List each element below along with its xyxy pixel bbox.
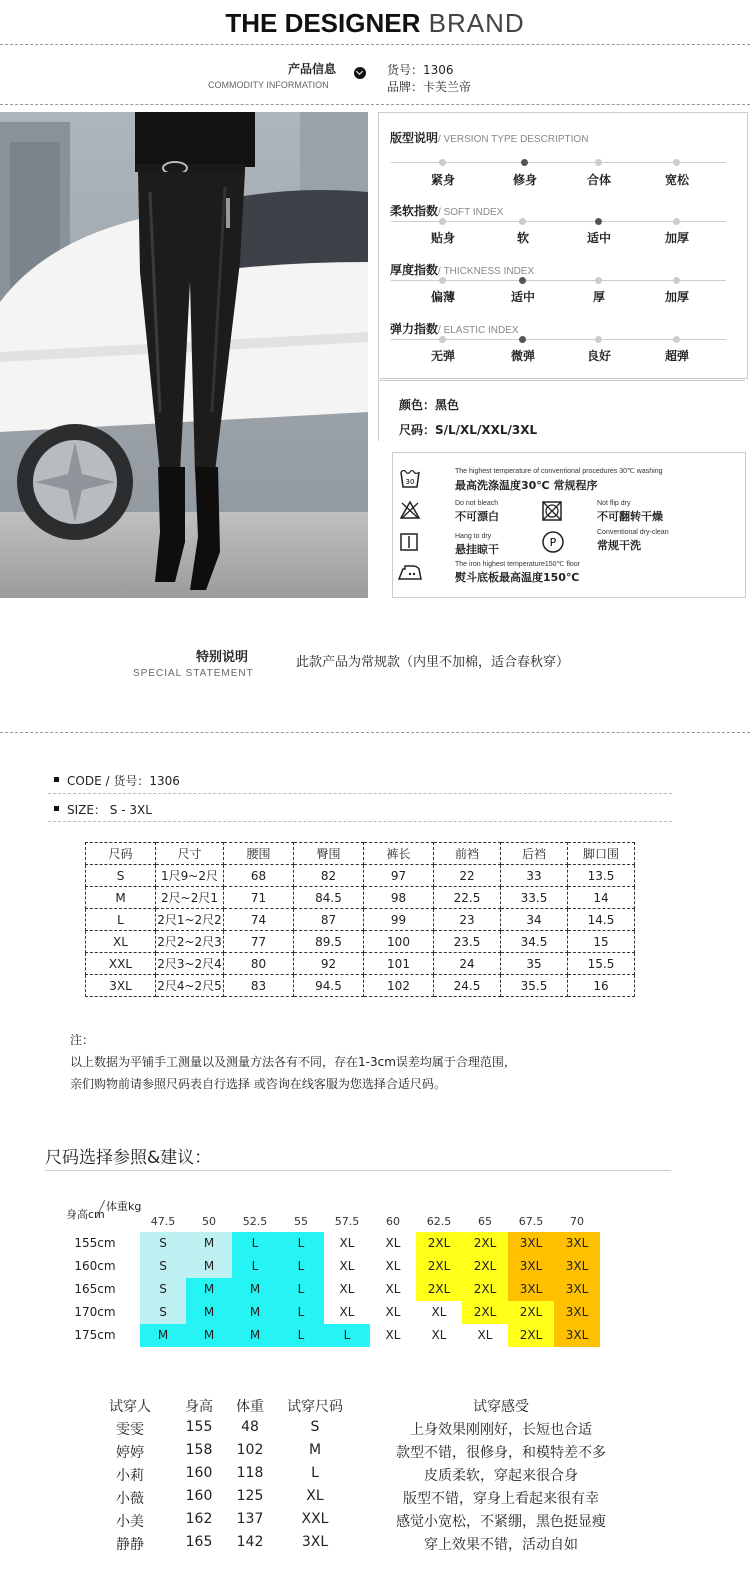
soft-knob-1 xyxy=(439,218,446,225)
advice-cell: XL xyxy=(385,1305,401,1319)
tester-cell: 3XL xyxy=(301,1534,329,1550)
tester-cell: 158 xyxy=(185,1442,213,1458)
item-number: 货号：1306 xyxy=(387,63,454,77)
size-label: SIZE： S - 3XL xyxy=(67,803,152,817)
weight-header: 50 xyxy=(202,1215,216,1228)
sizes-value: 尺码：S/L/XL/XXL/3XL xyxy=(399,423,538,437)
bullet-square xyxy=(54,777,59,782)
advice-cell: M xyxy=(186,1278,232,1301)
code-label: CODE / 货号：1306 xyxy=(67,774,180,788)
table-row xyxy=(86,887,635,909)
cell: 77 xyxy=(224,931,294,953)
advice-cell: 3XL xyxy=(508,1278,554,1301)
product-photo-illustration xyxy=(0,112,368,598)
advice-cell: XL xyxy=(431,1305,447,1319)
version-knob-selected xyxy=(521,159,528,166)
brand-name: 品牌：卡芙兰帝 xyxy=(387,80,472,94)
tester-cell: 款型不错，很修身，和模特差不多 xyxy=(396,1445,606,1461)
cell: 2尺1~2尺2 xyxy=(156,909,224,931)
cell: 84.5 xyxy=(294,887,364,909)
cell: 99 xyxy=(364,909,434,931)
size-divider xyxy=(48,821,672,822)
version-level-1: 紧身 xyxy=(430,173,455,187)
elastic-knob-3 xyxy=(595,336,602,343)
advice-cell: L xyxy=(278,1278,324,1301)
bleach-en: Do not bleach xyxy=(455,500,499,507)
advice-cell: 2XL xyxy=(462,1301,508,1324)
advice-cell: 3XL xyxy=(554,1324,600,1347)
advice-cell: 2XL xyxy=(462,1232,508,1255)
tester-cell: 137 xyxy=(236,1511,264,1527)
weight-header: 60 xyxy=(386,1215,400,1228)
soft-level-4: 加厚 xyxy=(664,231,689,245)
col-header: 尺码 xyxy=(86,843,156,865)
tester-cell: 皮质柔软，穿起来很合身 xyxy=(424,1468,578,1484)
iron-cn: 熨斗底板最高温度150℃ xyxy=(455,571,580,584)
advice-cell: M xyxy=(186,1255,232,1278)
advice-cell: 3XL xyxy=(554,1255,600,1278)
tester-cell: 125 xyxy=(236,1488,264,1504)
cell: S xyxy=(86,865,156,887)
cell: 2尺~2尺1 xyxy=(156,887,224,909)
cell: 35 xyxy=(501,953,568,975)
iron-en: The iron highest temperature150℃ floor xyxy=(455,561,580,568)
version-knob-3 xyxy=(595,159,602,166)
note-line-2: 亲们购物前请参照尺码表自行选择 或咨询在线客服为您选择合适尺码。 xyxy=(70,1077,446,1091)
cell: 22.5 xyxy=(434,887,501,909)
tester-cell: 静静 xyxy=(116,1537,144,1553)
advice-cell: XL xyxy=(385,1282,401,1296)
advice-cell: XL xyxy=(339,1282,355,1296)
elastic-level-4: 超弹 xyxy=(664,349,689,363)
advice-cell: L xyxy=(232,1255,278,1278)
care-panel xyxy=(392,452,746,598)
elastic-level-3: 良好 xyxy=(586,349,611,363)
thickness-level-1: 偏薄 xyxy=(430,290,455,304)
soft-level-3: 适中 xyxy=(586,231,611,245)
note-line-1: 以上数据为平铺手工测量以及测量方法各有不同，存在1-3cm误差均属于合理范围， xyxy=(70,1055,516,1069)
advice-cell: 2XL xyxy=(508,1324,554,1347)
advice-cell: XL xyxy=(431,1328,447,1342)
advice-cell: XL xyxy=(339,1305,355,1319)
advice-cell: M xyxy=(186,1301,232,1324)
cell: 80 xyxy=(224,953,294,975)
tester-cell: L xyxy=(311,1465,319,1481)
advice-cell: L xyxy=(278,1232,324,1255)
tester-cell: M xyxy=(308,1442,322,1458)
code-divider xyxy=(48,793,672,794)
special-statement-text: 此款产品为常规款（内里不加棉，适合春秋穿） xyxy=(296,655,570,670)
no-tumble-dry-icon xyxy=(541,500,563,522)
brand-light: BRAND xyxy=(428,8,525,38)
advice-divider xyxy=(45,1170,671,1171)
hang-dry-icon xyxy=(399,532,419,552)
cell: 16 xyxy=(568,975,635,997)
thickness-index-title: 厚度指数/ THICKNESS INDEX xyxy=(390,263,535,277)
table-row xyxy=(86,975,635,997)
elastic-level-1: 无弹 xyxy=(430,349,455,363)
tester-cell: 穿上效果不错，活动自如 xyxy=(424,1537,578,1553)
tester-cell: 160 xyxy=(185,1465,213,1481)
tester-cell: 感觉小宽松，不紧绷，黑色挺显瘦 xyxy=(396,1514,606,1530)
soft-knob-selected xyxy=(595,218,602,225)
advice-cell: XL xyxy=(385,1259,401,1273)
tester-header: 身高 xyxy=(185,1399,213,1415)
tester-header: 试穿尺码 xyxy=(287,1399,343,1415)
advice-cell: XL xyxy=(385,1236,401,1250)
elastic-level-2: 微弹 xyxy=(510,349,535,363)
advice-cell: L xyxy=(324,1324,370,1347)
cell: 23.5 xyxy=(434,931,501,953)
cell: 33 xyxy=(501,865,568,887)
cell: 2尺2~2尺3 xyxy=(156,931,224,953)
cell: 102 xyxy=(364,975,434,997)
cell: 100 xyxy=(364,931,434,953)
flip-cn: 不可翻转干燥 xyxy=(597,510,663,523)
hang-en: Hang to dry xyxy=(455,533,492,540)
elastic-knob-4 xyxy=(673,336,680,343)
thickness-knob-1 xyxy=(439,277,446,284)
tester-cell: XL xyxy=(306,1488,324,1504)
advice-cell: M xyxy=(232,1301,278,1324)
thickness-knob-3 xyxy=(595,277,602,284)
flip-en: Not flip dry xyxy=(597,500,631,507)
weight-header: 57.5 xyxy=(334,1215,360,1228)
col-header: 尺寸 xyxy=(156,843,224,865)
tester-cell: 婷婷 xyxy=(116,1445,144,1461)
size-advice-title: 尺码选择参照&建议： xyxy=(45,1148,212,1168)
advice-cell: L xyxy=(232,1232,278,1255)
header-divider xyxy=(0,44,750,45)
tester-cell: 雯雯 xyxy=(116,1422,144,1438)
tester-cell: 48 xyxy=(241,1419,259,1435)
advice-cell: XL xyxy=(385,1328,401,1342)
cell: L xyxy=(86,909,156,931)
cell: 87 xyxy=(294,909,364,931)
tester-cell: 上身效果刚刚好，长短也合适 xyxy=(410,1422,592,1438)
advice-cell: 2XL xyxy=(416,1255,462,1278)
advice-cell: S xyxy=(140,1278,186,1301)
cell: 33.5 xyxy=(501,887,568,909)
special-statement-subtitle: SPECIAL STATEMENT xyxy=(133,668,254,679)
advice-cell: S xyxy=(140,1232,186,1255)
brand-bold: THE DESIGNER xyxy=(225,8,421,38)
corner-height-label: 身高cm xyxy=(66,1208,105,1221)
height-header: 160cm xyxy=(74,1259,116,1273)
tester-cell: 版型不错，穿身上看起来很有幸 xyxy=(403,1491,599,1507)
soft-index-title: 柔软指数/ SOFT INDEX xyxy=(390,204,504,218)
col-header: 脚口围 xyxy=(568,843,635,865)
wash-cn: 最高洗涤温度30℃ 常规程序 xyxy=(455,479,598,492)
cell: 23 xyxy=(434,909,501,931)
version-knob-4 xyxy=(673,159,680,166)
advice-cell: XL xyxy=(339,1236,355,1250)
tester-cell: 102 xyxy=(236,1442,264,1458)
cell: 2尺4~2尺5 xyxy=(156,975,224,997)
advice-cell: S xyxy=(140,1255,186,1278)
cell: 92 xyxy=(294,953,364,975)
brand-title xyxy=(0,8,750,39)
soft-level-2: 软 xyxy=(516,231,529,245)
bleach-cn: 不可漂白 xyxy=(455,510,499,523)
cell: 1尺9~2尺 xyxy=(156,865,224,887)
cell: 3XL xyxy=(86,975,156,997)
weight-header: 65 xyxy=(478,1215,492,1228)
table-row xyxy=(86,909,635,931)
version-type-title: 版型说明/ VERSION TYPE DESCRIPTION xyxy=(390,131,589,145)
advice-cell: 3XL xyxy=(508,1255,554,1278)
spec-panel xyxy=(378,112,748,379)
cell: 89.5 xyxy=(294,931,364,953)
chevron-down-icon xyxy=(354,67,366,79)
product-photo xyxy=(0,112,368,598)
weight-header-row xyxy=(140,1212,600,1232)
tester-cell: 155 xyxy=(185,1419,213,1435)
advice-cell: 2XL xyxy=(416,1232,462,1255)
advice-cell: L xyxy=(278,1301,324,1324)
note-label: 注： xyxy=(70,1033,95,1047)
cell: 2尺3~2尺4 xyxy=(156,953,224,975)
version-level-4: 宽松 xyxy=(664,173,689,187)
advice-cell: XL xyxy=(339,1259,355,1273)
cell: 14.5 xyxy=(568,909,635,931)
version-level-2: 修身 xyxy=(512,173,537,187)
hang-cn: 悬挂晾干 xyxy=(455,543,499,556)
cell: 15.5 xyxy=(568,953,635,975)
advice-cell: M xyxy=(186,1232,232,1255)
advice-cell: 2XL xyxy=(462,1255,508,1278)
corner-weight-label: 体重kg xyxy=(106,1200,142,1213)
cell: 83 xyxy=(224,975,294,997)
thickness-knob-selected xyxy=(519,277,526,284)
color-value: 颜色：黑色 xyxy=(399,398,460,412)
thickness-level-4: 加厚 xyxy=(664,290,689,304)
weight-header: 70 xyxy=(570,1215,584,1228)
tester-header: 试穿感受 xyxy=(473,1399,529,1415)
table-row xyxy=(86,953,635,975)
table-row xyxy=(86,865,635,887)
thickness-knob-4 xyxy=(673,277,680,284)
tester-cell: 142 xyxy=(236,1534,264,1550)
cell: 97 xyxy=(364,865,434,887)
section-divider xyxy=(0,732,750,733)
cell: XXL xyxy=(86,953,156,975)
cell: M xyxy=(86,887,156,909)
height-header: 175cm xyxy=(74,1328,116,1342)
col-header: 臀围 xyxy=(294,843,364,865)
version-level-3: 合体 xyxy=(586,173,611,187)
weight-header: 62.5 xyxy=(426,1215,452,1228)
elastic-knob-selected xyxy=(519,336,526,343)
advice-cell: M xyxy=(232,1278,278,1301)
advice-cell: L xyxy=(278,1255,324,1278)
height-header: 165cm xyxy=(74,1282,116,1296)
cell: 74 xyxy=(224,909,294,931)
height-header: 170cm xyxy=(74,1305,116,1319)
cell: 94.5 xyxy=(294,975,364,997)
tester-cell: 165 xyxy=(185,1534,213,1550)
col-header: 裤长 xyxy=(364,843,434,865)
elastic-index-title: 弹力指数/ ELASTIC INDEX xyxy=(390,322,519,336)
col-header: 前裆 xyxy=(434,843,501,865)
advice-cell: XL xyxy=(477,1328,493,1342)
commodity-info-title: 产品信息 xyxy=(288,62,337,76)
tester-header: 体重 xyxy=(236,1399,264,1415)
cell: 13.5 xyxy=(568,865,635,887)
soft-level-1: 贴身 xyxy=(430,231,455,245)
iron-icon xyxy=(397,563,423,581)
dry-clean-icon xyxy=(541,530,565,554)
col-header: 腰围 xyxy=(224,843,294,865)
weight-header: 55 xyxy=(294,1215,308,1228)
cell: XL xyxy=(86,931,156,953)
soft-knob-2 xyxy=(519,218,526,225)
cell: 15 xyxy=(568,931,635,953)
advice-cell: 3XL xyxy=(554,1278,600,1301)
advice-cell: M xyxy=(186,1324,232,1347)
info-divider xyxy=(0,104,750,105)
tester-cell: XXL xyxy=(301,1511,329,1527)
advice-cell: 3XL xyxy=(554,1232,600,1255)
soft-knob-4 xyxy=(673,218,680,225)
advice-cell: M xyxy=(140,1324,186,1347)
tester-cell: S xyxy=(310,1419,320,1435)
table-row xyxy=(86,931,635,953)
tester-cell: 小美 xyxy=(116,1514,144,1530)
wash-en: The highest temperature of conventional procedures 30℃ washing xyxy=(455,468,663,475)
size-advice-grid xyxy=(140,1232,600,1347)
cell: 68 xyxy=(224,865,294,887)
advice-cell: 3XL xyxy=(508,1232,554,1255)
advice-cell: M xyxy=(232,1324,278,1347)
cell: 14 xyxy=(568,887,635,909)
cell: 71 xyxy=(224,887,294,909)
size-table xyxy=(85,842,635,997)
tester-cell: 小莉 xyxy=(116,1468,144,1484)
tester-cell: 162 xyxy=(185,1511,213,1527)
advice-cell: 2XL xyxy=(462,1278,508,1301)
cell: 34 xyxy=(501,909,568,931)
special-statement-title: 特别说明 xyxy=(196,650,249,665)
elastic-knob-1 xyxy=(439,336,446,343)
height-header-col xyxy=(60,1232,140,1347)
cell: 24 xyxy=(434,953,501,975)
advice-cell: 3XL xyxy=(554,1301,600,1324)
dry-en: Conventional dry-clean xyxy=(597,529,669,536)
height-header: 155cm xyxy=(74,1236,116,1250)
tester-table xyxy=(90,1396,650,1566)
cell: 34.5 xyxy=(501,931,568,953)
cell: 101 xyxy=(364,953,434,975)
cell: 24.5 xyxy=(434,975,501,997)
tester-cell: 118 xyxy=(236,1465,264,1481)
thickness-level-3: 厚 xyxy=(592,290,605,304)
col-header: 后裆 xyxy=(501,843,568,865)
svg-text:30: 30 xyxy=(405,478,415,486)
thickness-level-2: 适中 xyxy=(510,290,535,304)
dry-cn: 常规干洗 xyxy=(597,539,641,552)
size-table-header xyxy=(86,843,635,865)
cell: 82 xyxy=(294,865,364,887)
color-size-panel xyxy=(378,380,745,441)
cell: 35.5 xyxy=(501,975,568,997)
cell: 98 xyxy=(364,887,434,909)
weight-header: 52.5 xyxy=(242,1215,268,1228)
commodity-info-subtitle: COMMODITY INFORMATION xyxy=(208,80,329,90)
weight-header: 47.5 xyxy=(150,1215,176,1228)
advice-cell: 2XL xyxy=(508,1301,554,1324)
bullet-square xyxy=(54,806,59,811)
tester-header: 试穿人 xyxy=(109,1399,151,1415)
weight-header: 67.5 xyxy=(518,1215,544,1228)
svg-text:P: P xyxy=(549,536,557,549)
tester-cell: 小薇 xyxy=(116,1491,144,1507)
advice-cell: 2XL xyxy=(416,1278,462,1301)
advice-cell: L xyxy=(278,1324,324,1347)
advice-cell: S xyxy=(140,1301,186,1324)
no-bleach-icon xyxy=(399,500,421,520)
cell: 22 xyxy=(434,865,501,887)
version-knob-1 xyxy=(439,159,446,166)
tester-cell: 160 xyxy=(185,1488,213,1504)
wash-icon xyxy=(399,467,421,489)
